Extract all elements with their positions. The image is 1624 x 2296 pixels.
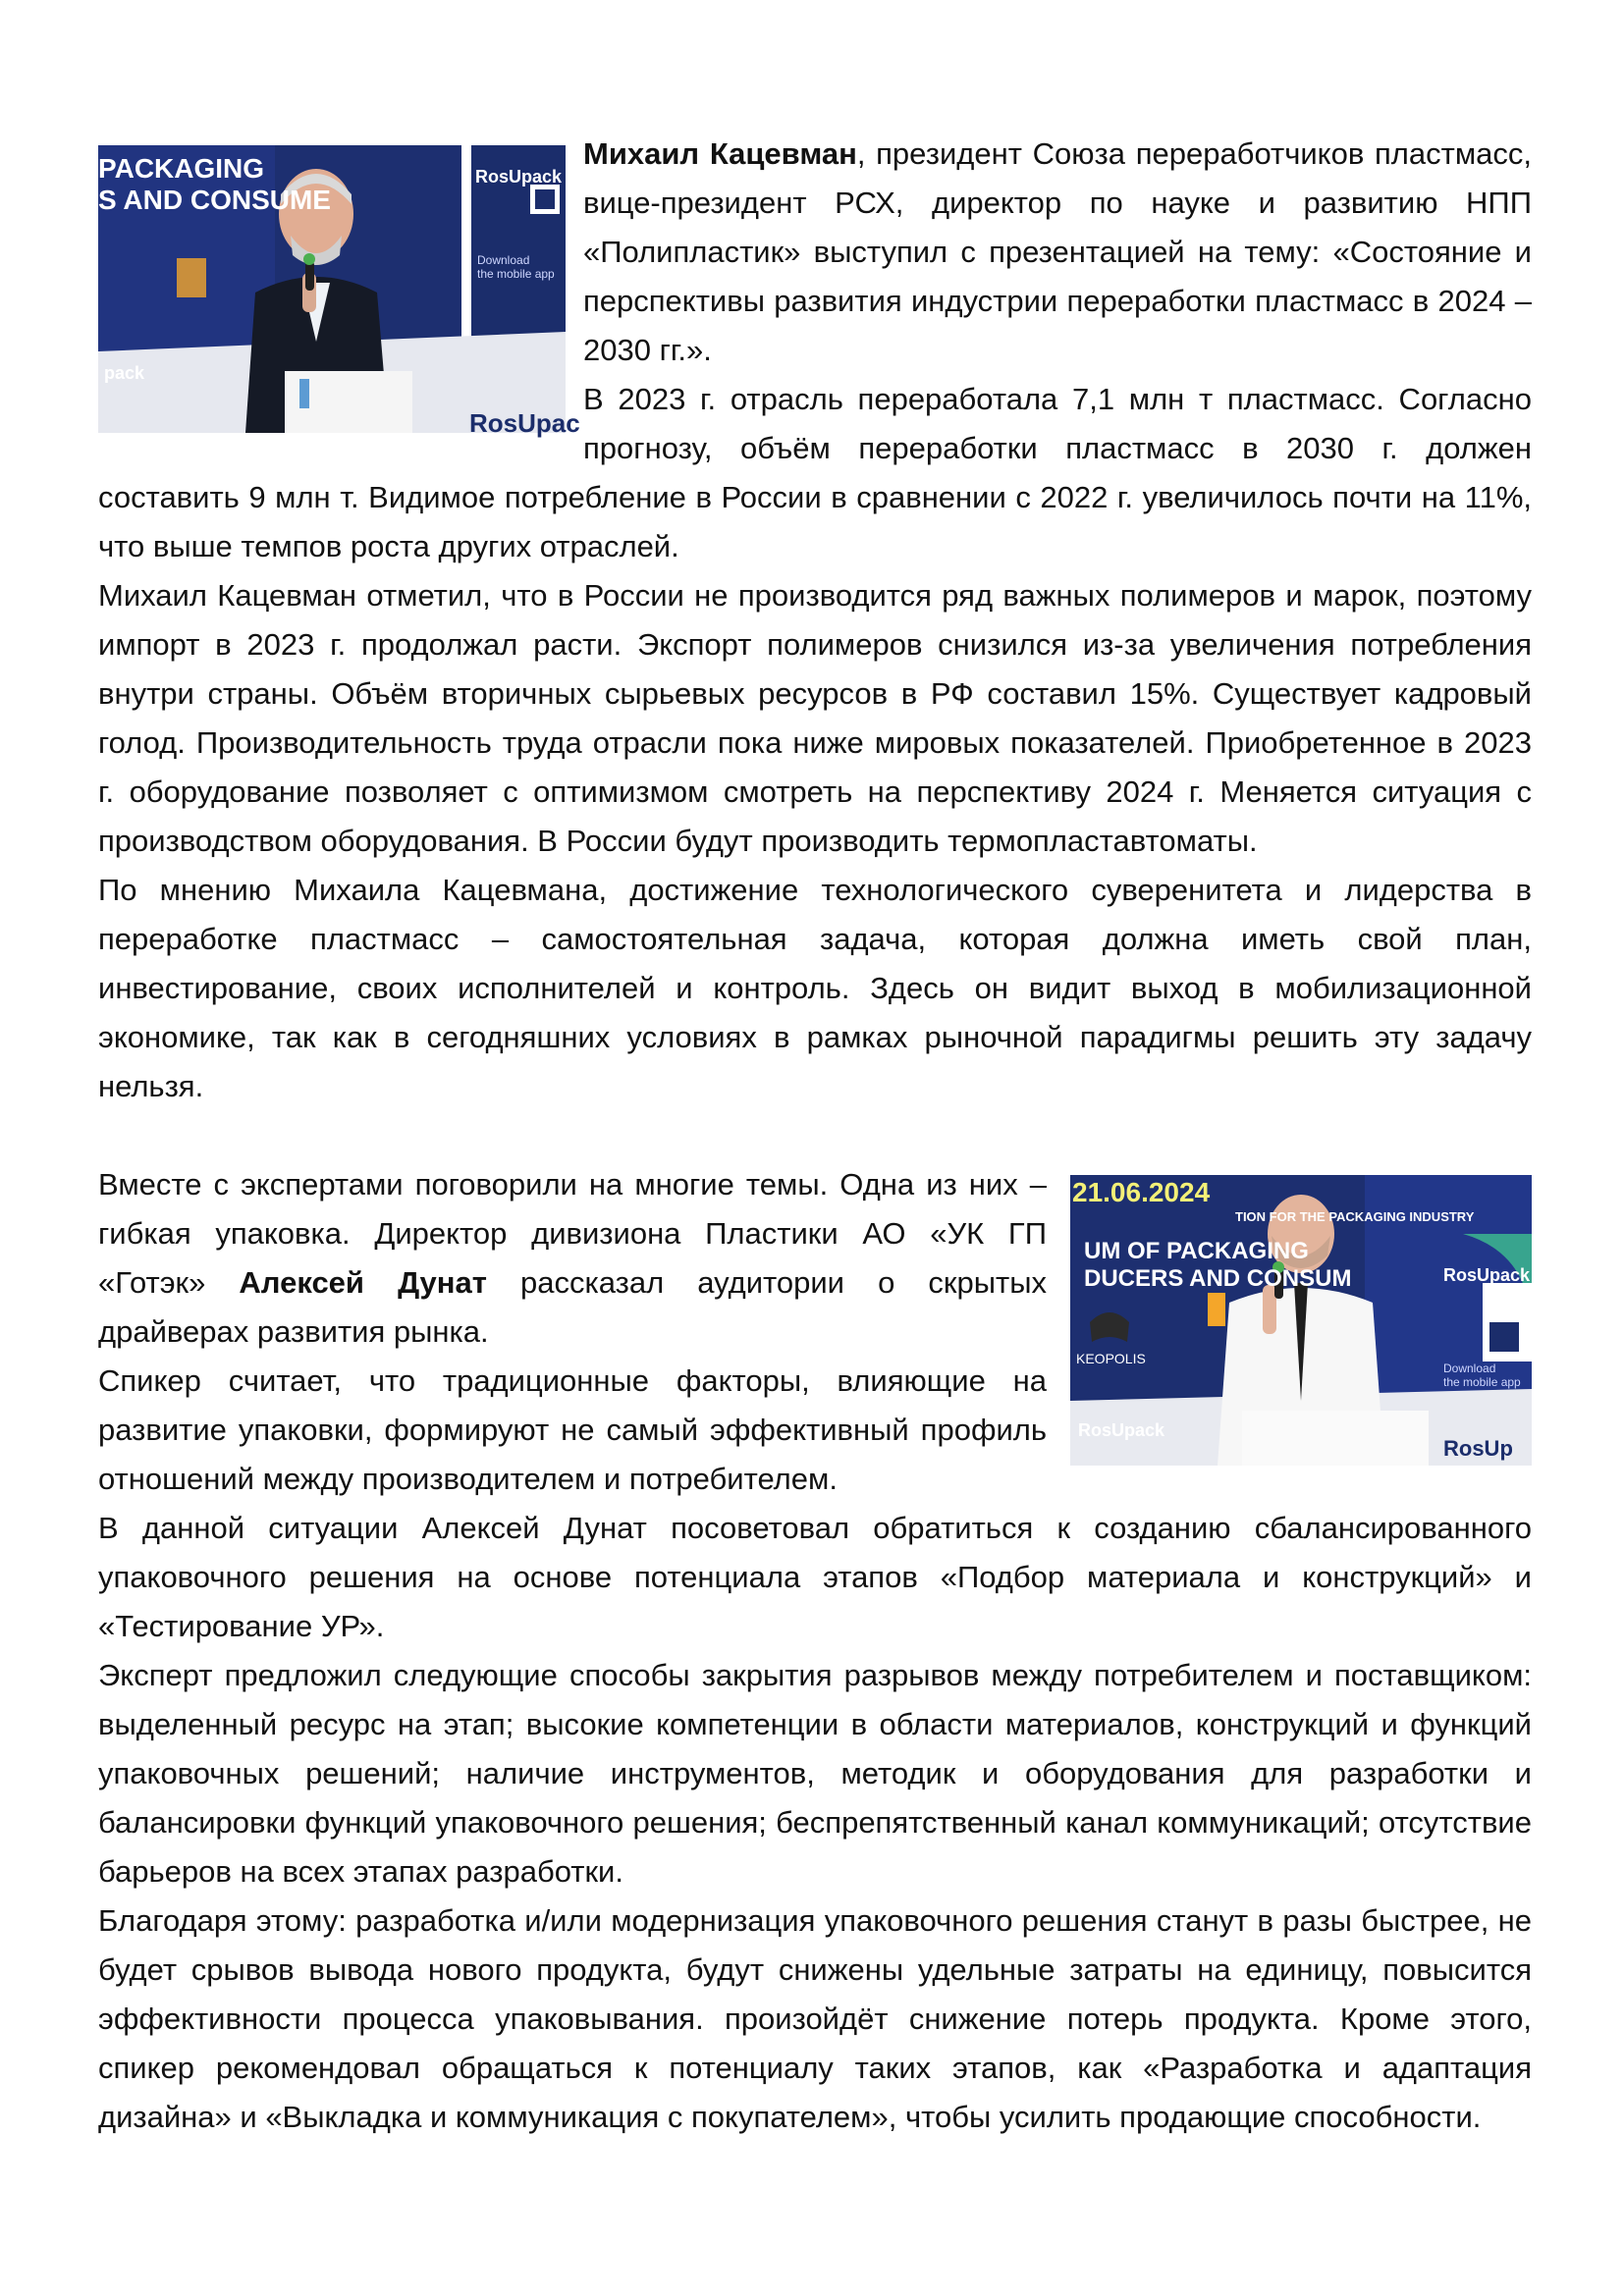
paragraph-3: Михаил Кацевман отметил, что в России не производится ряд важных полимеров и марок, поэтому импорт в 2023 г. продолжал расти. Экспорт полимеров снизился из-за увеличения потребления внутри страны. Объём вторичных сырьевых ресурсов в РФ составил 15%. Существует кадровый голод. Производительность труда отрасли пока ниже мировых показателей. Приобретенное в 2023 г. оборудование позволяет с оптимизмом смотреть на перспективу 2024 г. Меняется ситуация с производством оборудования. В России будут производить термопластавтоматы. xyxy=(98,578,1532,858)
speaker-name-katsevman: Михаил Кацевман xyxy=(583,136,857,171)
paragraph-5-after: рассказал аудитории о скрытых драйверах развития рынка. xyxy=(98,1265,1047,1349)
paragraph-9: Благодаря этому: разработка и/или модернизация упаковочного решения станут в разы быстрее, не будет срывов вывода нового продукта, будут снижены удельные затраты на единицу, повысится эффективности процесса упаковывания. произойдёт снижение потерь продукта. Кроме этого, спикер рекомендовал обращаться к потенциалу таких этапов, как «Разработка и адаптация дизайна» и «Выкладка и коммуникация с покупателем», чтобы усилить продающие способности. xyxy=(98,1903,1532,2134)
paragraph-5-before: Вместе с экспертами поговорили на многие темы. Одна из них – гибкая упаковка. Директор дивизиона Пластики АО «УК ГП «Готэк» xyxy=(98,1167,1047,1300)
photo2-top-line: TION FOR THE PACKAGING INDUSTRY xyxy=(1235,1209,1475,1224)
photo2-stand-brand: RosUp xyxy=(1443,1436,1513,1461)
photo2-brand-text: RosUpack xyxy=(1443,1265,1531,1285)
speaker-name-dunat: Алексей Дунат xyxy=(239,1265,487,1300)
photo2-date-text: 21.06.2024 xyxy=(1072,1177,1211,1207)
photo2-footer-brand: RosUpack xyxy=(1078,1420,1165,1440)
paragraph-6: Спикер считает, что традиционные факторы, влияющие на развитие упаковки, формируют не самый эффективный профиль отношений между производителем и потребителем. xyxy=(98,1363,1047,1496)
photo1-banner-text: PACKAGING S AND CONSUME xyxy=(98,153,331,215)
photo1-brand-text: RosUpack xyxy=(475,167,563,187)
paragraph-2: В 2023 г. отрасль переработала 7,1 млн т пластмасс. Согласно прогнозу, объём переработки пластмасс в 2030 г. должен составить 9 млн т. Видимое потребление в России в сравнении с 2022 г. увеличилось почти на 11%, что выше темпов роста других отраслей. xyxy=(98,382,1532,563)
paragraph-7: В данной ситуации Алексей Дунат посоветовал обратиться к созданию сбалансированного упаковочного решения на основе потенциала этапов «Подбор материала и конструкций» и «Тестирование УР». xyxy=(98,1511,1532,1643)
photo1-stand-brand: RosUpac xyxy=(469,408,580,438)
photo2-banner-text: UM OF PACKAGING DUCERS AND CONSUM xyxy=(1084,1238,1352,1292)
photo2-small-text: Download the mobile app xyxy=(1443,1362,1521,1389)
article-section-dunat xyxy=(98,1160,1532,2142)
photo-spacer xyxy=(1047,1165,1532,1462)
photo1-small-text: Download the mobile app xyxy=(477,253,555,281)
article-section-katsevman xyxy=(98,130,1532,1111)
paragraph-4: По мнению Михаила Кацевмана, достижение технологического суверенитета и лидерства в переработке пластмасс – самостоятельная задача, которая должна иметь свой план, инвестирование, своих исполнителей и контроль. Здесь он видит выход в мобилизационной экономике, так как в сегодняшних условиях в рамках рыночной парадигмы решить эту задачу нельзя. xyxy=(98,873,1532,1103)
paragraph-1-text: , президент Союза переработчиков пластмасс, вице-президент РСХ, директор по науке и развитию НПП «Полипластик» выступил с презентацией на тему: «Состояние и перспективы развития индустрии переработки пластмасс в 2024 – 2030 гг.». xyxy=(583,136,1532,367)
paragraph-8: Эксперт предложил следующие способы закрытия разрывов между потребителем и поставщиком: выделенный ресурс на этап; высокие компетенции в области материалов, конструкций и функций упаковочных решений; наличие инструментов, методик и оборудования для разработки и балансировки функций упаковочного решения; беспрепятственный канал коммуникаций; отсутствие барьеров на всех этапах разработки. xyxy=(98,1658,1532,1889)
photo1-footer-brand: pack xyxy=(104,363,145,383)
photo-spacer xyxy=(98,130,583,470)
photo2-sponsor-text: KEOPOLIS xyxy=(1076,1351,1146,1366)
